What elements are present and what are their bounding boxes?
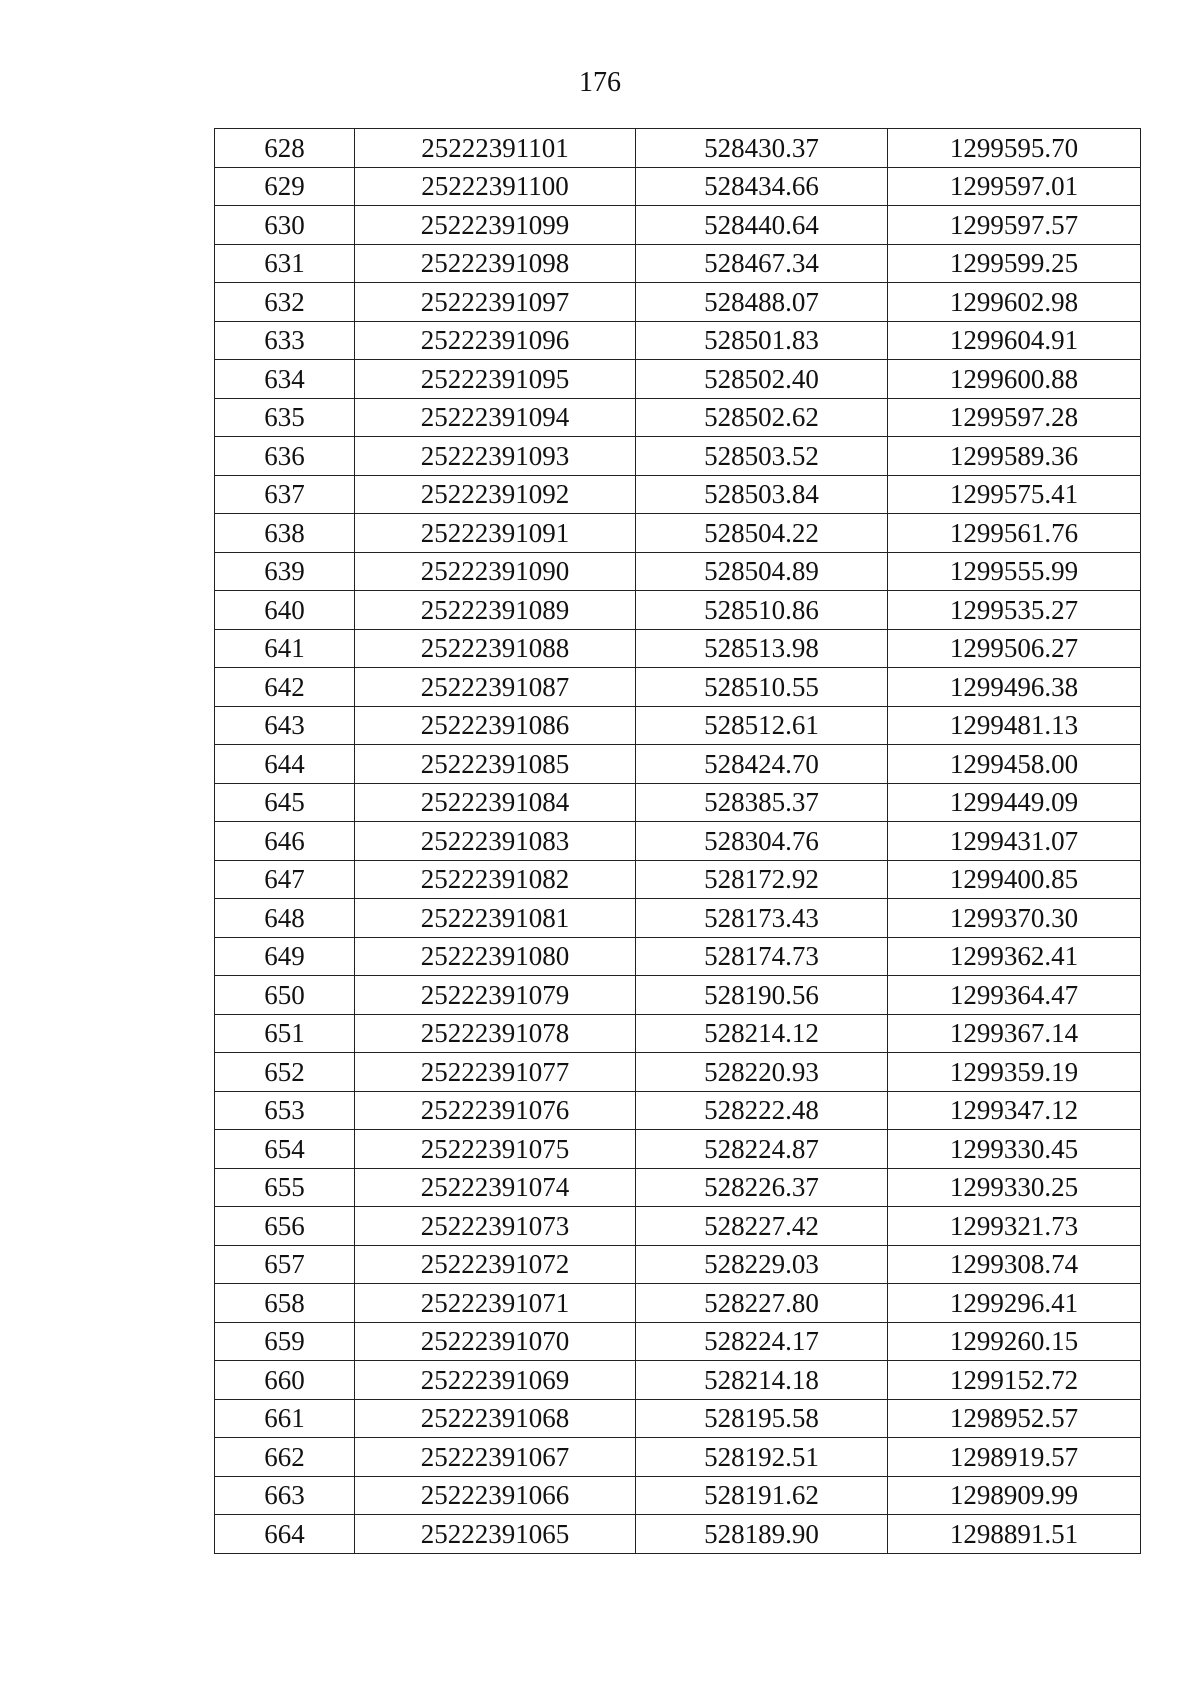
point-id-cell: 25222391097 <box>355 283 636 322</box>
point-id-cell: 25222391076 <box>355 1091 636 1130</box>
point-id-cell: 25222391079 <box>355 976 636 1015</box>
point-id-cell: 25222391095 <box>355 360 636 399</box>
table-row <box>215 398 1141 437</box>
table-row <box>215 1207 1141 1246</box>
x-coordinate-cell: 528504.89 <box>636 552 888 591</box>
x-coordinate-cell: 528226.37 <box>636 1168 888 1207</box>
y-coordinate-cell: 1299458.00 <box>888 745 1141 784</box>
x-coordinate-cell: 528502.40 <box>636 360 888 399</box>
point-id-cell: 25222391100 <box>355 167 636 206</box>
row-index-cell: 650 <box>215 976 355 1015</box>
table-row <box>215 629 1141 668</box>
row-index-cell: 656 <box>215 1207 355 1246</box>
table-row <box>215 899 1141 938</box>
y-coordinate-cell: 1299449.09 <box>888 783 1141 822</box>
row-index-cell: 637 <box>215 475 355 514</box>
table-row <box>215 1053 1141 1092</box>
point-id-cell: 25222391071 <box>355 1284 636 1323</box>
table-row <box>215 1515 1141 1554</box>
row-index-cell: 632 <box>215 283 355 322</box>
point-id-cell: 25222391099 <box>355 206 636 245</box>
point-id-cell: 25222391098 <box>355 244 636 283</box>
x-coordinate-cell: 528503.84 <box>636 475 888 514</box>
point-id-cell: 25222391082 <box>355 860 636 899</box>
row-index-cell: 630 <box>215 206 355 245</box>
y-coordinate-cell: 1298919.57 <box>888 1438 1141 1477</box>
x-coordinate-cell: 528512.61 <box>636 706 888 745</box>
table-row <box>215 206 1141 245</box>
x-coordinate-cell: 528385.37 <box>636 783 888 822</box>
x-coordinate-cell: 528467.34 <box>636 244 888 283</box>
x-coordinate-cell: 528227.80 <box>636 1284 888 1323</box>
point-id-cell: 25222391085 <box>355 745 636 784</box>
x-coordinate-cell: 528430.37 <box>636 129 888 168</box>
y-coordinate-cell: 1299604.91 <box>888 321 1141 360</box>
row-index-cell: 646 <box>215 822 355 861</box>
x-coordinate-cell: 528503.52 <box>636 437 888 476</box>
point-id-cell: 25222391091 <box>355 514 636 553</box>
row-index-cell: 647 <box>215 860 355 899</box>
row-index-cell: 644 <box>215 745 355 784</box>
y-coordinate-cell: 1299260.15 <box>888 1322 1141 1361</box>
table-row <box>215 360 1141 399</box>
table-row <box>215 1399 1141 1438</box>
y-coordinate-cell: 1299597.01 <box>888 167 1141 206</box>
y-coordinate-cell: 1299602.98 <box>888 283 1141 322</box>
x-coordinate-cell: 528214.18 <box>636 1361 888 1400</box>
y-coordinate-cell: 1299296.41 <box>888 1284 1141 1323</box>
table-row <box>215 1245 1141 1284</box>
x-coordinate-cell: 528189.90 <box>636 1515 888 1554</box>
table-row <box>215 1476 1141 1515</box>
x-coordinate-cell: 528195.58 <box>636 1399 888 1438</box>
table-row <box>215 822 1141 861</box>
point-id-cell: 25222391070 <box>355 1322 636 1361</box>
point-id-cell: 25222391073 <box>355 1207 636 1246</box>
table-row <box>215 514 1141 553</box>
row-index-cell: 639 <box>215 552 355 591</box>
table-row <box>215 129 1141 168</box>
row-index-cell: 633 <box>215 321 355 360</box>
x-coordinate-cell: 528513.98 <box>636 629 888 668</box>
row-index-cell: 655 <box>215 1168 355 1207</box>
table-row <box>215 1130 1141 1169</box>
table-row <box>215 1014 1141 1053</box>
y-coordinate-cell: 1299321.73 <box>888 1207 1141 1246</box>
table-row <box>215 860 1141 899</box>
x-coordinate-cell: 528510.86 <box>636 591 888 630</box>
point-id-cell: 25222391066 <box>355 1476 636 1515</box>
point-id-cell: 25222391081 <box>355 899 636 938</box>
row-index-cell: 628 <box>215 129 355 168</box>
point-id-cell: 25222391092 <box>355 475 636 514</box>
row-index-cell: 664 <box>215 1515 355 1554</box>
row-index-cell: 631 <box>215 244 355 283</box>
table-row <box>215 745 1141 784</box>
table-row <box>215 1361 1141 1400</box>
point-id-cell: 25222391067 <box>355 1438 636 1477</box>
point-id-cell: 25222391094 <box>355 398 636 437</box>
table-row <box>215 552 1141 591</box>
point-id-cell: 25222391069 <box>355 1361 636 1400</box>
y-coordinate-cell: 1299400.85 <box>888 860 1141 899</box>
table-row <box>215 321 1141 360</box>
table-body <box>215 129 1141 1554</box>
row-index-cell: 629 <box>215 167 355 206</box>
row-index-cell: 634 <box>215 360 355 399</box>
y-coordinate-cell: 1299535.27 <box>888 591 1141 630</box>
row-index-cell: 662 <box>215 1438 355 1477</box>
table-row <box>215 706 1141 745</box>
table-row <box>215 591 1141 630</box>
table-row <box>215 475 1141 514</box>
x-coordinate-cell: 528192.51 <box>636 1438 888 1477</box>
x-coordinate-cell: 528502.62 <box>636 398 888 437</box>
y-coordinate-cell: 1299481.13 <box>888 706 1141 745</box>
y-coordinate-cell: 1299152.72 <box>888 1361 1141 1400</box>
y-coordinate-cell: 1298952.57 <box>888 1399 1141 1438</box>
y-coordinate-cell: 1298909.99 <box>888 1476 1141 1515</box>
row-index-cell: 659 <box>215 1322 355 1361</box>
x-coordinate-cell: 528190.56 <box>636 976 888 1015</box>
x-coordinate-cell: 528222.48 <box>636 1091 888 1130</box>
point-id-cell: 25222391072 <box>355 1245 636 1284</box>
row-index-cell: 661 <box>215 1399 355 1438</box>
row-index-cell: 643 <box>215 706 355 745</box>
row-index-cell: 636 <box>215 437 355 476</box>
page-number: 176 <box>579 67 621 98</box>
table-row <box>215 1322 1141 1361</box>
x-coordinate-cell: 528214.12 <box>636 1014 888 1053</box>
point-id-cell: 25222391093 <box>355 437 636 476</box>
y-coordinate-cell: 1299555.99 <box>888 552 1141 591</box>
point-id-cell: 25222391084 <box>355 783 636 822</box>
y-coordinate-cell: 1299330.25 <box>888 1168 1141 1207</box>
point-id-cell: 25222391080 <box>355 937 636 976</box>
x-coordinate-cell: 528424.70 <box>636 745 888 784</box>
x-coordinate-cell: 528501.83 <box>636 321 888 360</box>
point-id-cell: 25222391074 <box>355 1168 636 1207</box>
table-row <box>215 1091 1141 1130</box>
point-id-cell: 25222391086 <box>355 706 636 745</box>
row-index-cell: 658 <box>215 1284 355 1323</box>
x-coordinate-cell: 528504.22 <box>636 514 888 553</box>
y-coordinate-cell: 1299308.74 <box>888 1245 1141 1284</box>
point-id-cell: 25222391096 <box>355 321 636 360</box>
y-coordinate-cell: 1299496.38 <box>888 668 1141 707</box>
row-index-cell: 652 <box>215 1053 355 1092</box>
row-index-cell: 663 <box>215 1476 355 1515</box>
point-id-cell: 25222391089 <box>355 591 636 630</box>
row-index-cell: 640 <box>215 591 355 630</box>
x-coordinate-cell: 528440.64 <box>636 206 888 245</box>
row-index-cell: 660 <box>215 1361 355 1400</box>
x-coordinate-cell: 528224.87 <box>636 1130 888 1169</box>
table-row <box>215 1168 1141 1207</box>
y-coordinate-cell: 1299599.25 <box>888 244 1141 283</box>
y-coordinate-cell: 1298891.51 <box>888 1515 1141 1554</box>
table-row <box>215 167 1141 206</box>
y-coordinate-cell: 1299506.27 <box>888 629 1141 668</box>
x-coordinate-cell: 528488.07 <box>636 283 888 322</box>
point-id-cell: 25222391068 <box>355 1399 636 1438</box>
x-coordinate-cell: 528224.17 <box>636 1322 888 1361</box>
y-coordinate-cell: 1299364.47 <box>888 976 1141 1015</box>
y-coordinate-cell: 1299597.28 <box>888 398 1141 437</box>
y-coordinate-cell: 1299595.70 <box>888 129 1141 168</box>
y-coordinate-cell: 1299600.88 <box>888 360 1141 399</box>
y-coordinate-cell: 1299359.19 <box>888 1053 1141 1092</box>
y-coordinate-cell: 1299589.36 <box>888 437 1141 476</box>
x-coordinate-cell: 528227.42 <box>636 1207 888 1246</box>
table-row <box>215 437 1141 476</box>
y-coordinate-cell: 1299561.76 <box>888 514 1141 553</box>
point-id-cell: 25222391101 <box>355 129 636 168</box>
point-id-cell: 25222391077 <box>355 1053 636 1092</box>
y-coordinate-cell: 1299362.41 <box>888 937 1141 976</box>
table-row <box>215 668 1141 707</box>
row-index-cell: 657 <box>215 1245 355 1284</box>
row-index-cell: 654 <box>215 1130 355 1169</box>
point-id-cell: 25222391087 <box>355 668 636 707</box>
row-index-cell: 651 <box>215 1014 355 1053</box>
y-coordinate-cell: 1299347.12 <box>888 1091 1141 1130</box>
x-coordinate-cell: 528510.55 <box>636 668 888 707</box>
point-id-cell: 25222391065 <box>355 1515 636 1554</box>
row-index-cell: 641 <box>215 629 355 668</box>
y-coordinate-cell: 1299597.57 <box>888 206 1141 245</box>
table-row <box>215 1438 1141 1477</box>
table-row <box>215 976 1141 1015</box>
point-id-cell: 25222391075 <box>355 1130 636 1169</box>
row-index-cell: 648 <box>215 899 355 938</box>
point-id-cell: 25222391090 <box>355 552 636 591</box>
x-coordinate-cell: 528173.43 <box>636 899 888 938</box>
row-index-cell: 653 <box>215 1091 355 1130</box>
x-coordinate-cell: 528172.92 <box>636 860 888 899</box>
y-coordinate-cell: 1299431.07 <box>888 822 1141 861</box>
x-coordinate-cell: 528220.93 <box>636 1053 888 1092</box>
row-index-cell: 649 <box>215 937 355 976</box>
table-row <box>215 783 1141 822</box>
coordinates-table <box>214 128 1141 1554</box>
row-index-cell: 642 <box>215 668 355 707</box>
table-row <box>215 244 1141 283</box>
row-index-cell: 645 <box>215 783 355 822</box>
x-coordinate-cell: 528229.03 <box>636 1245 888 1284</box>
table-row <box>215 1284 1141 1323</box>
row-index-cell: 638 <box>215 514 355 553</box>
table-row <box>215 283 1141 322</box>
point-id-cell: 25222391078 <box>355 1014 636 1053</box>
x-coordinate-cell: 528174.73 <box>636 937 888 976</box>
point-id-cell: 25222391088 <box>355 629 636 668</box>
y-coordinate-cell: 1299367.14 <box>888 1014 1141 1053</box>
row-index-cell: 635 <box>215 398 355 437</box>
y-coordinate-cell: 1299330.45 <box>888 1130 1141 1169</box>
y-coordinate-cell: 1299370.30 <box>888 899 1141 938</box>
table-row <box>215 937 1141 976</box>
x-coordinate-cell: 528191.62 <box>636 1476 888 1515</box>
x-coordinate-cell: 528434.66 <box>636 167 888 206</box>
x-coordinate-cell: 528304.76 <box>636 822 888 861</box>
y-coordinate-cell: 1299575.41 <box>888 475 1141 514</box>
point-id-cell: 25222391083 <box>355 822 636 861</box>
